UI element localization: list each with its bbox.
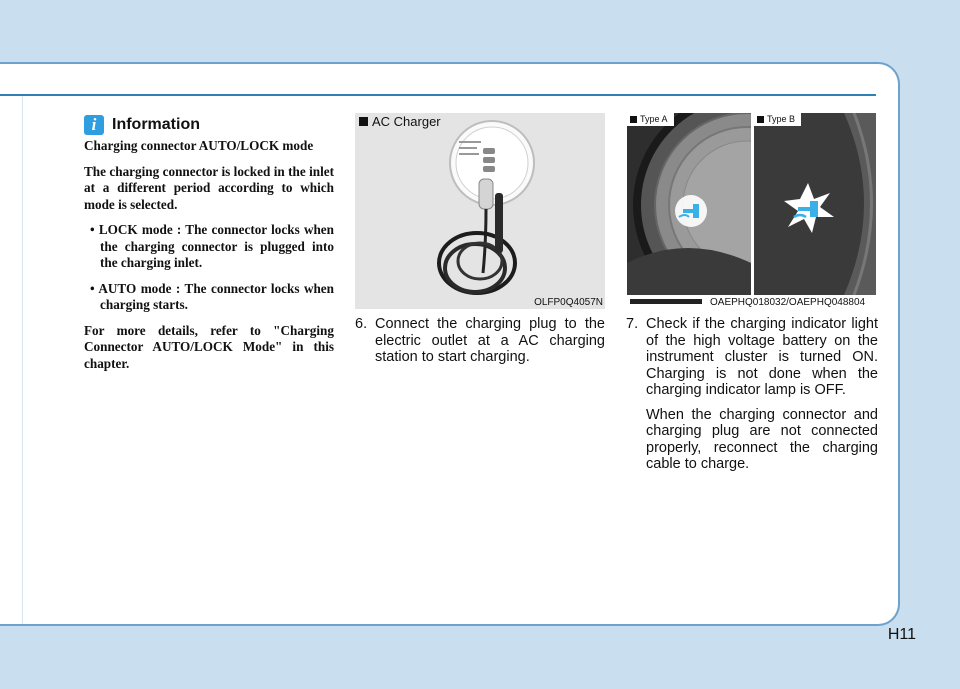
margin-rule (22, 96, 23, 624)
page-number: H11 (887, 626, 916, 643)
type-a-cluster-illustration (627, 113, 751, 295)
type-a-label: Type A (640, 114, 668, 124)
step-6 (355, 316, 605, 374)
step-7 (626, 316, 878, 481)
type-b-cluster-illustration (754, 113, 876, 295)
type-b-label: Type B (767, 114, 796, 124)
square-bullet-icon (757, 116, 764, 123)
header-rule (0, 94, 876, 96)
information-heading: Charging connector AUTO/LOCK mode (84, 138, 314, 153)
information-paragraph: The charging connector is locked in the inlet at a different period according to which mode is selected. (84, 163, 334, 212)
info-icon: i (84, 115, 104, 135)
step-6-text: Connect the charging plug to the electric outlet at a AC charging station to start charging. (375, 316, 605, 365)
type-b-tag (754, 113, 801, 126)
step-7-text-2: When the charging connector and charging plug are not connected properly, reconnect the charging cable to charge. (646, 406, 878, 472)
ac-figure-code: OLFP0Q4057N (534, 297, 603, 308)
auto-mode-bullet: • AUTO mode : The connector locks when charging starts. (90, 280, 334, 312)
square-bullet-icon (630, 116, 637, 123)
step-7-text: Check if the charging indicator light of the high voltage battery on the instrument cluster is turned ON. Charging is not done when the charging indicator lamp is OFF. (646, 316, 878, 398)
step-6-number: 6. (355, 316, 368, 332)
information-header (84, 115, 200, 135)
type-a-figure (627, 113, 751, 295)
information-body (84, 138, 334, 381)
step-7-number: 7. (626, 316, 639, 332)
lock-mode-bullet: • LOCK mode : The connector locks when the charging connector is plugged into the charging inlet. (90, 222, 334, 270)
ac-charger-figure (355, 113, 605, 309)
ac-charger-label (359, 114, 441, 129)
type-a-tag (627, 113, 674, 126)
caption-bar (630, 299, 702, 304)
type-figure-code: OAEPHQ018032/OAEPHQ048804 (710, 297, 866, 308)
information-reference: For more details, refer to "Charging Connector AUTO/LOCK Mode" in this chapter. (84, 322, 334, 371)
type-b-figure (754, 113, 876, 295)
ac-charger-illustration (355, 113, 605, 309)
ac-charger-label-text: AC Charger (372, 114, 441, 129)
square-bullet-icon (359, 117, 368, 126)
information-title: Information (112, 116, 200, 133)
